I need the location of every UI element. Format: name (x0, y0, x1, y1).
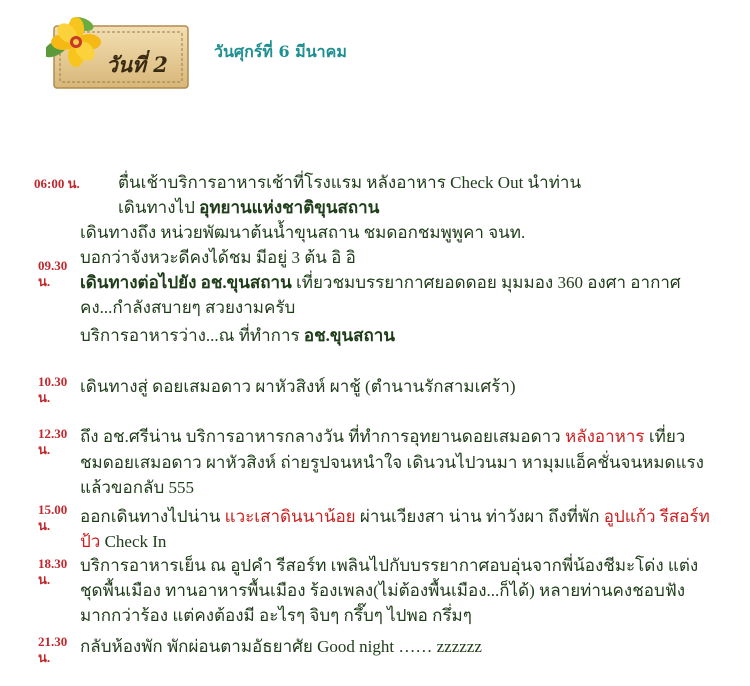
schedule-line: กลับห้องพัก พักผ่อนตามอัธยาศัย Good night …… zzzzzz (80, 637, 482, 656)
line-highlight: แวะเสาดินนาน้อย (224, 507, 356, 526)
time-1230-unit: น. (38, 442, 51, 457)
time-0930: 09.30 (38, 258, 68, 273)
line-text: ผ่านเวียงสา น่าน ท่าวังผา ถึงที่พัก (355, 507, 604, 526)
time-1230: 12.30 (38, 426, 68, 441)
line-bold: เดินทางต่อไปยัง อช.ขุนสถาน (80, 273, 292, 292)
schedule-line (80, 426, 685, 448)
schedule-line: แล้วขอกลับ 555 (80, 478, 195, 497)
time-1830-unit: น. (38, 572, 51, 587)
line-text: ถึง อช.ศรีน่าน บริการอาหารกลางวัน ที่ทำการอุทยานดอยเสมอดาว (80, 427, 565, 446)
time-1030-unit: น. (38, 390, 51, 405)
line-highlight: หลังอาหาร (564, 427, 645, 446)
line-text: เดินทางไป (118, 198, 200, 217)
schedule-line: เดินทางถึง หน่วยพัฒนาต้นน้ำขุนสถาน ชมดอกชมพูพูคา จนท. (80, 223, 526, 242)
line-text: บริการอาหารว่าง...ณ ที่ทำการ (80, 326, 304, 345)
time-2130-unit: น. (38, 650, 51, 665)
time-1500: 15.00 (38, 502, 68, 517)
schedule-line: ตื่นเช้าบริการอาหารเช้าที่โรงแรม หลังอาหาร Check Out นำท่าน (118, 173, 582, 192)
schedule-line: เดินทางสู่ ดอยเสมอดาว ผาหัวสิงห์ ผาชู้ (ตำนานรักสามเศร้า) (80, 377, 516, 396)
schedule-line: มากกว่าร้อง แต่คงต้องมี อะไรๆ จิบๆ กรึ๊บๆ ไปพอ กรึ่มๆ (80, 606, 472, 625)
time-1030: 10.30 (38, 374, 68, 389)
line-text: Check In (100, 532, 167, 551)
schedule-line: ชุดพื้นเมือง ทานอาหารพื้นเมือง ร้องเพลง(ไม่ต้องพื้นเมือง...ก็ได้) หลายท่านคงชอบฟัง (80, 581, 686, 600)
schedule-line (80, 272, 681, 294)
page-title: วันศุกร์ที่ 6 มีนาคม (214, 42, 347, 61)
line-text: ออกเดินทางไปน่าน (80, 507, 225, 526)
day-badge-label: วันที่ 2 (106, 52, 168, 77)
park-name: อุทยานแห่งชาติขุนสถาน (199, 198, 380, 217)
line-highlight: ป้ว (80, 532, 101, 551)
schedule-line (80, 325, 395, 347)
schedule-line: บอกว่าจังหวะดีคงได้ชม มีอยู่ 3 ต้น อิ อิ (80, 248, 356, 267)
schedule-line: คง...กำลังสบายๆ สวยงามครับ (80, 298, 296, 317)
line-text: เที่ยวชมบรรยากาศยอดดอย มุมมอง 360 องศา อากาศ (291, 273, 681, 292)
time-1500-unit: น. (38, 518, 51, 533)
time-0930-unit: น. (38, 274, 51, 289)
time-1830: 18.30 (38, 556, 68, 571)
schedule-line: ชมดอยเสมอดาว ผาหัวสิงห์ ถ่ายรูปจนหนำใจ เดินวนไปวนมา หามุมแอ็คชั่นจนหมดแรง (80, 453, 704, 472)
schedule-line (80, 531, 166, 553)
schedule-line (118, 197, 379, 219)
line-bold: อช.ขุนสถาน (303, 326, 395, 345)
time-0600: 06:00 น. (34, 176, 80, 191)
time-2130: 21.30 (38, 634, 68, 649)
line-text: เที่ยว (644, 427, 686, 446)
line-highlight: อูปแก้ว รีสอร์ท (603, 507, 710, 526)
schedule-line (80, 506, 710, 528)
schedule-line: บริการอาหารเย็น ณ อูปคำ รีสอร์ท เพลินไปกับบรรยากาศอบอุ่นจากพี่น้องชีมะโด่ง แต่ง (80, 556, 699, 575)
day-badge (46, 12, 192, 96)
